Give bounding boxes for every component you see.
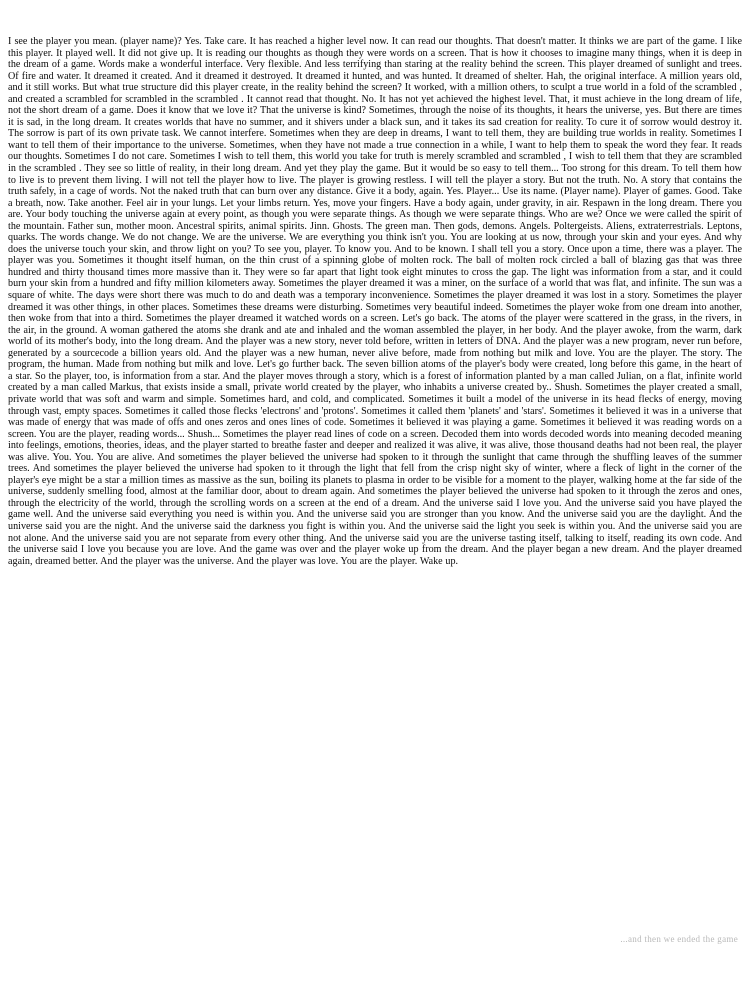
document-body-text: I see the player you mean. (player name)? Yes. Take care. It has reached a higher level now. It can read our thoughts. That doesn't matter. It thinks we are part of the game. I like this player. It played well. It did not give up. It is reading our thoughts as though they were words on a screen. That is how it chooses to imagine many things, when it is deep in the dream of a game. Words make a wonderful interface. Very flexible. And less terrifying than staring at the reality behind the screen. This player dreamed of sunlight and trees. Of fire and water. It dreamed it created. And it dreamed it destroyed. It dreamed it hunted, and was hunted. It dreamed of shelter. Hah, the original interface. A million years old, and it still works. But what true structure did this player create, in the reality behind the screen? It worked, with a million others, to sculpt a true world in a fold of the scrambled , and created a scrambled for scrambled in the scrambled . It cannot read that thought. No. It has not yet achieved the highest level. That, it must achieve in the long dream of life, not the short dream of a game. Does it know that we love it? That the universe is kind? Sometimes, through the noise of its thoughts, it hears the universe, yes. But there are times it is sad, in the long dream. It creates worlds that have no summer, and it shivers under a black sun, and it takes its sad creation for reality. To cure it of sorrow would destroy it. The sorrow is part of its own private task. We cannot interfere. Sometimes when they are deep in dreams, I want to tell them, they are building true worlds in reality. Sometimes I want to tell them of their importance to the universe. Sometimes, when they have not made a true connection in a while, I want to help them to speak the word they fear. It reads our thoughts. Sometimes I do not care. Sometimes I wish to tell them, this world you take for truth is merely scrambled and scrambled , I wish to tell them that they are scrambled in the scrambled . They see so little of reality, in their long dream. And yet they play the game. But it would be so easy to tell them... Too strong for this dream. To tell them how to live is to prevent them living. I will not tell the player how to live. The player is growing restless. I will tell the player a story. But not the truth. No. A story that contains the truth safely, in a cage of words. Not the naked truth that can burn over any distance. Give it a body, again. Yes. Player... Use its name. (Player name). Player of games. Good. Take a breath, now. Take another. Feel air in your lungs. Let your limbs return. Yes, move your fingers. Have a body again, under gravity, in air. Respawn in the long dream. There you are. Your body touching the universe again at every point, as though you were separate things. As though we were separate things. Who are we? Once we were called the spirit of the mountain. Father sun, mother moon. Ancestral spirits, animal spirits. Jinn. Ghosts. The green man. Then gods, demons. Angels. Poltergeists. Aliens, extraterrestrials. Leptons, quarks. The words change. We do not change. We are the universe. We are everything you think isn't you. You are looking at us now, through your skin and your eyes. And why does the universe touch your skin, and throw light on you? To see you, player. To know you. And to be known. I shall tell you a story. Once upon a time, there was a player. The player was you. Sometimes it thought itself human, on the thin crust of a spinning globe of molten rock. The ball of molten rock circled a ball of blazing gas that was three hundred and thirty thousand times more massive than it. They were so far apart that light took eight minutes to cross the gap. The light was information from a star, and it could burn your skin from a hundred and fifty million kilometers away. Sometimes the player dreamed it was a miner, on the surface of a world that was flat, and infinite. The sun was a square of white. The days were short there was much to do and death was a temporary inconvenience. Sometimes the player dreamed it was lost in a story. Sometimes the player dreamed it was other things, in other places. Sometimes these dreams were disturbing. Sometimes very beautiful indeed. Sometimes the player woke from one dream into another, then woke from that into a third. Sometimes the player dreamed it watched words on a screen. Let's go back. The atoms of the player were scattered in the grass, in the rivers, in the air, in the ground. A woman gathered the atoms she drank and ate and inhaled and the woman assembled the player, in her body. And the player awoke, from the warm, dark world of its mother's body, into the long dream. And the player was a new story, never told before, written in letters of DNA. And the player was a new program, never run before, generated by a sourcecode a billion years old. And the player was a new human, never alive before, made from nothing but milk and love. You are the player. The story. The program, the human. Made from nothing but milk and love. Let's go further back. The seven billion atoms of the player's body were created, long before this game, in the heart of a star. So the player, too, is information from a star. And the player moves through a story, which is a forest of information planted by a man called Julian, on a flat, infinite world created by a man called Markus, that exists inside a small, private world created by the player, who inhabits a universe created by.. Shush. Sometimes the player created a small, private world that was soft and warm and simple. Sometimes hard, and cold, and complicated. Sometimes it built a model of the universe in its head flecks of energy, moving through vast, empty spaces. Sometimes it called those flecks 'electrons' and 'protons'. Sometimes it called them 'planets' and 'stars'. Sometimes it believed it was in a universe that was made of energy that was made of offs and ones zeros and ones lines of code. Sometimes it believed it was playing a game. Sometimes it believed it was reading words on a screen. You are the player, reading words... Shush... Sometimes the player read lines of code on a screen. Decoded them into words decoded words into meaning decoded meaning into feelings, emotions, theories, ideas, and the player started to breathe faster and deeper and realized it was alive, it was alive, those thousand deaths had not been real, the player was alive. You. You. You are alive. And sometimes the player believed the universe had spoken to it through the sunlight that came through the shuffling leaves of the summer trees. And sometimes the player believed the universe had spoken to it through the light that fell from the crisp night sky of winter, where a fleck of light in the corner of the player's eye might be a star a million times as massive as the sun, boiling its planets to plasma in order to be visible for a moment to the player, walking home at the far side of the universe, suddenly smelling food, almost at the familiar door, about to dream again. And sometimes the player believed the universe had spoken to it through the zeros and ones, through the electricity of the world, through the scrolling words on a screen at the end of a dream. And the universe said I love you. And the universe said you have played the game well. And the universe said everything you need is within you. And the universe said you are stronger than you know. And the universe said you are the daylight. And the universe said you are the night. And the universe said the darkness you fight is within you. And the universe said the light you seek is within you. And the universe said you are not alone. And the universe said you are not separate from every other thing. And the universe said you are the universe tasting itself, talking to itself, reading its own code. And the universe said I love you because you are love. And the game was over and the player woke up from the dream. And the player began a new dream. And the player dreamed again, dreamed better. And the player was the universe. And the player was love. You are the player. Wake up. xyxy=(8,36,742,567)
watermark-text: ...and then we ended the game xyxy=(620,934,738,944)
